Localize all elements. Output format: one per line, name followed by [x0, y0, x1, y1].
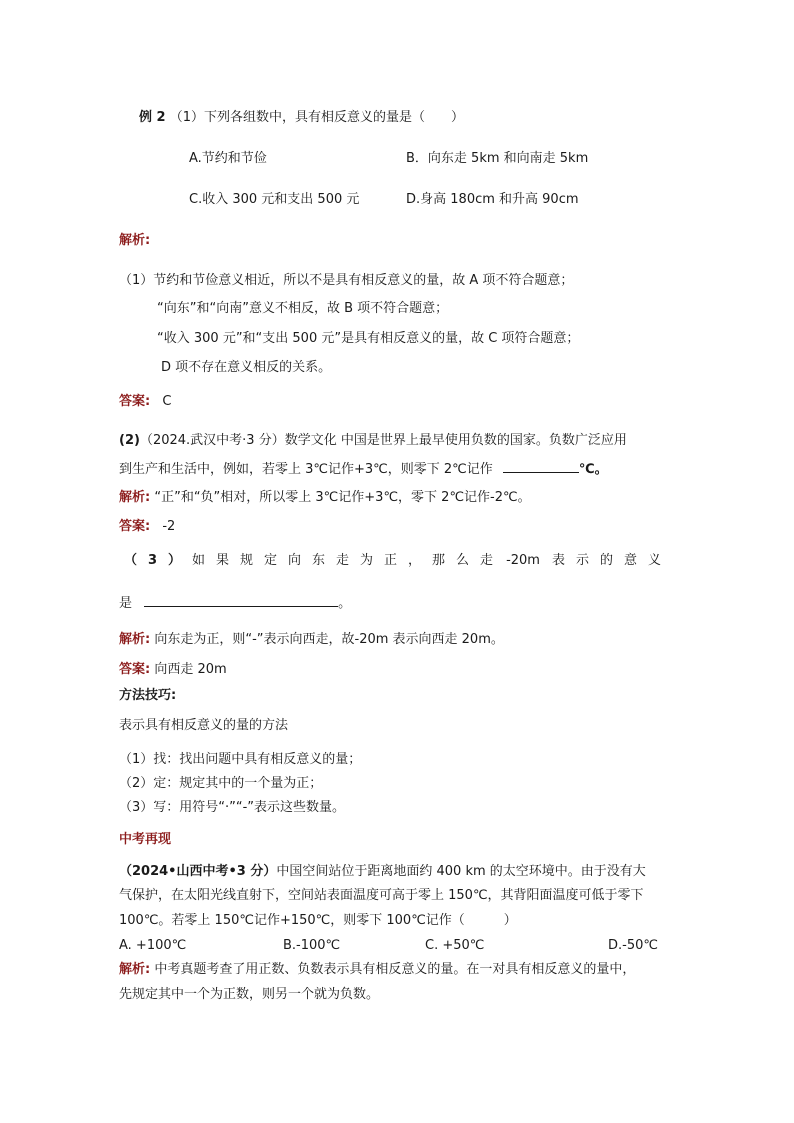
option-d: D.身高 180cm 和升高 90cm [406, 192, 579, 207]
part3-line2 [119, 594, 351, 613]
part2-answer-line [119, 518, 175, 536]
part3-text2: 是 [119, 596, 133, 611]
option-c: C.收入 300 元和支出 500 元 [189, 192, 360, 207]
part3-period: 。 [338, 596, 352, 611]
analysis-line: “收入 300 元”和“支出 500 元”是具有相反意义的量，故 C 项符合题意； [157, 331, 580, 346]
answer-value: 向西走 20m [154, 662, 227, 677]
option-a: A.节约和节俭 [189, 151, 267, 166]
analysis-label: 解析: [119, 490, 151, 505]
answer-value: -2 [162, 519, 176, 534]
answer-blank[interactable] [144, 594, 338, 607]
answer-label: 答案: [119, 519, 151, 534]
part2-analysis-line [119, 489, 531, 507]
part3-value: -20m [506, 553, 540, 568]
analysis-line: （1）节约和节俭意义相近，所以不是具有相反意义的量，故 A 项不符合题意； [119, 273, 574, 288]
analysis-line: “向东”和“向南”意义不相反，故 B 项不符合题意； [157, 301, 449, 316]
method-step: （3）写：用符号“·”“-”表示这些数量。 [119, 800, 346, 815]
part2-text2: 到生产和生活中，例如，若零上 3℃记作+3℃，则零下 2℃记作 [119, 462, 493, 477]
answer-line [119, 393, 171, 411]
analysis-label: 解析: [119, 962, 151, 977]
exam-source: （2024•山西中考•3 分） [119, 864, 277, 879]
analysis-label: 解析: [119, 632, 151, 647]
part3-analysis-line [119, 631, 504, 649]
part3-analysis: 向东走为正，则“-”表示向西走，故-20m 表示向西走 20m。 [154, 632, 504, 647]
part3-text1: 如果规定向东走为正，那么走 [192, 553, 505, 568]
method-title: 方法技巧: [119, 688, 177, 703]
part3-text1-end: 表示的意义 [551, 553, 672, 568]
exam-text1: 中国空间站位于距离地面约 400 km 的太空环境中。由于没有大 [276, 864, 646, 879]
analysis-line: D 项不存在意义相反的关系。 [161, 360, 332, 375]
part3-number: （3） [124, 553, 193, 568]
part2-line2 [119, 460, 608, 479]
method-step: （2）定：规定其中的一个量为正； [119, 776, 323, 791]
method-step: （1）找：找出问题中具有相反意义的量； [119, 752, 362, 767]
answer-blank[interactable] [503, 460, 579, 473]
exam-line2: 气保护，在太阳光线直射下，空间站表面温度可高于零上 150℃，其背阳面温度可低于零下 [119, 888, 644, 903]
part2-line1 [119, 432, 627, 450]
part2-analysis: “正”和“负”相对，所以零上 3℃记作+3℃，零下 2℃记作-2℃。 [154, 490, 531, 505]
exam-line3: 100℃。若零上 150℃记作+150℃，则零下 100℃记作（ ） [119, 913, 517, 928]
example2-question: （1）下列各组数中，具有相反意义的量是（ ） [169, 110, 464, 125]
exam-option: D.-50℃ [608, 938, 658, 953]
exam-title: 中考再现 [119, 832, 172, 847]
exam-option: A. +100℃ [119, 938, 187, 953]
exam-analysis-line1 [119, 961, 635, 979]
method-subtitle: 表示具有相反意义的量的方法 [119, 718, 289, 733]
answer-value: C [162, 394, 172, 409]
answer-label: 答案: [119, 662, 151, 677]
part2-text1: （2024.武汉中考·3 分）数学文化 中国是世界上最早使用负数的国家。负数广泛应用 [139, 433, 627, 448]
part2-unit: ℃。 [578, 462, 608, 477]
analysis-label: 解析: [119, 233, 151, 248]
exam-analysis-line2: 先规定其中一个为正数，则另一个就为负数。 [119, 987, 380, 1002]
exam-line1 [119, 863, 646, 881]
option-b: B．向东走 5km 和向南走 5km [406, 151, 589, 166]
exam-option: C. +50℃ [425, 938, 485, 953]
answer-label: 答案: [119, 394, 151, 409]
part3-line1 [124, 552, 672, 570]
part2-number: (2) [119, 433, 140, 448]
example2-question-line [139, 109, 464, 127]
part3-answer-line [119, 661, 227, 679]
exam-option: B.-100℃ [283, 938, 341, 953]
example2-title: 例 2 [139, 110, 166, 125]
exam-analysis1: 中考真题考查了用正数、负数表示具有相反意义的量。在一对具有相反意义的量中， [154, 962, 636, 977]
